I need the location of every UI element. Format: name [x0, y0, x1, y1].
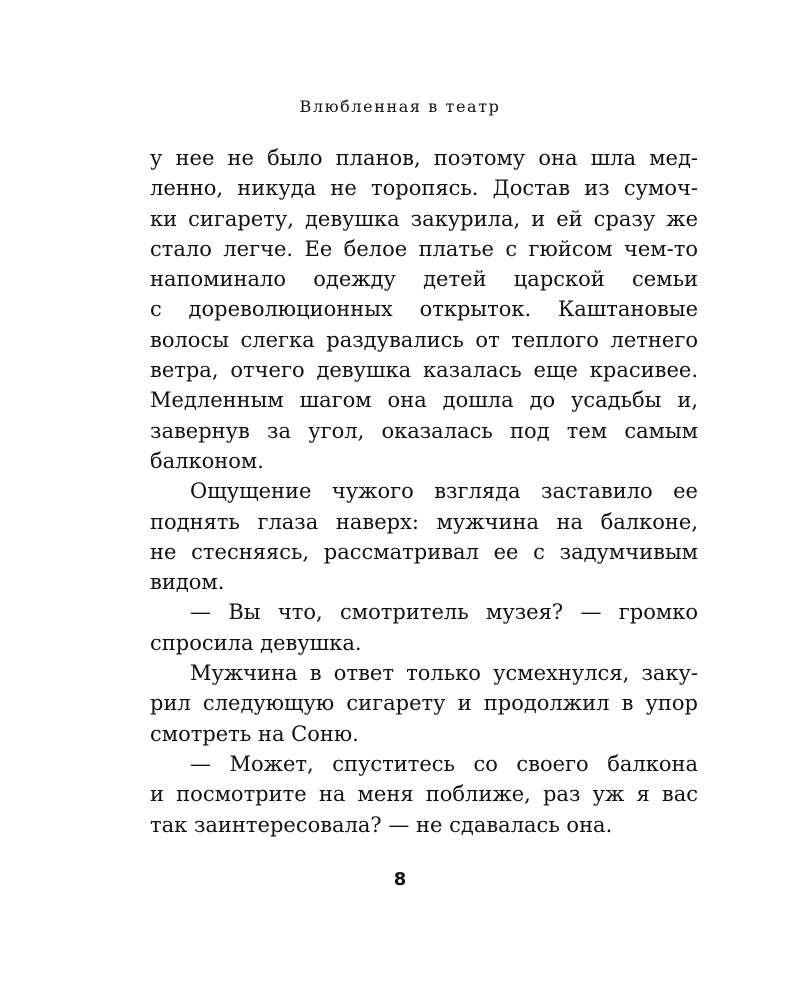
text-line: волосы слегка раздувались от теплого летнего	[150, 327, 698, 352]
text-line: ветра, отчего девушка казалась еще красивее.	[150, 358, 698, 383]
text-line: так заинтересовала? — не сдавалась она.	[150, 812, 613, 837]
text-line: стало легче. Ее белое платье с гюйсом чем-то	[150, 236, 698, 261]
text-line: рил следующую сигарету и продолжил в упор	[150, 691, 698, 716]
text-line: Мужчина в ответ только усмехнулся, заку-	[190, 661, 698, 686]
text-line: не стесняясь, рассматривал ее с задумчивым	[150, 539, 698, 564]
text-line: — Вы что, смотритель музея? — громко	[190, 600, 698, 625]
text-line: ки сигарету, девушка закурила, и ей сразу же	[150, 206, 698, 231]
text-line: Ощущение чужого взгляда заставило ее	[190, 479, 698, 504]
text-line: поднять глаза наверх: мужчина на балконе,	[150, 509, 698, 534]
text-line: смотреть на Соню.	[150, 721, 359, 746]
text-line: спросила девушка.	[150, 630, 362, 655]
text-line: видом.	[150, 570, 225, 595]
text-line: ленно, никуда не торопясь. Достав из сумоч-	[150, 176, 698, 201]
text-line: балконом.	[150, 448, 264, 473]
page-number: 8	[393, 869, 407, 890]
text-line: Медленным шагом она дошла до усадьбы и,	[150, 388, 698, 413]
text-line: у нее не было планов, поэтому она шла мед-	[150, 146, 698, 170]
text-line: напоминало одежду детей царской семьи	[150, 267, 698, 292]
text-line: завернув за угол, оказалась под тем самым	[150, 418, 698, 443]
running-head-title: Влюбленная в театр	[299, 97, 501, 116]
body-text	[150, 143, 698, 840]
text-line: — Может, спуститесь со своего балкона	[190, 751, 698, 776]
text-line: и посмотрите на меня поближе, раз уж я вас	[150, 782, 698, 807]
text-line: с дореволюционных открыток. Каштановые	[150, 297, 698, 322]
